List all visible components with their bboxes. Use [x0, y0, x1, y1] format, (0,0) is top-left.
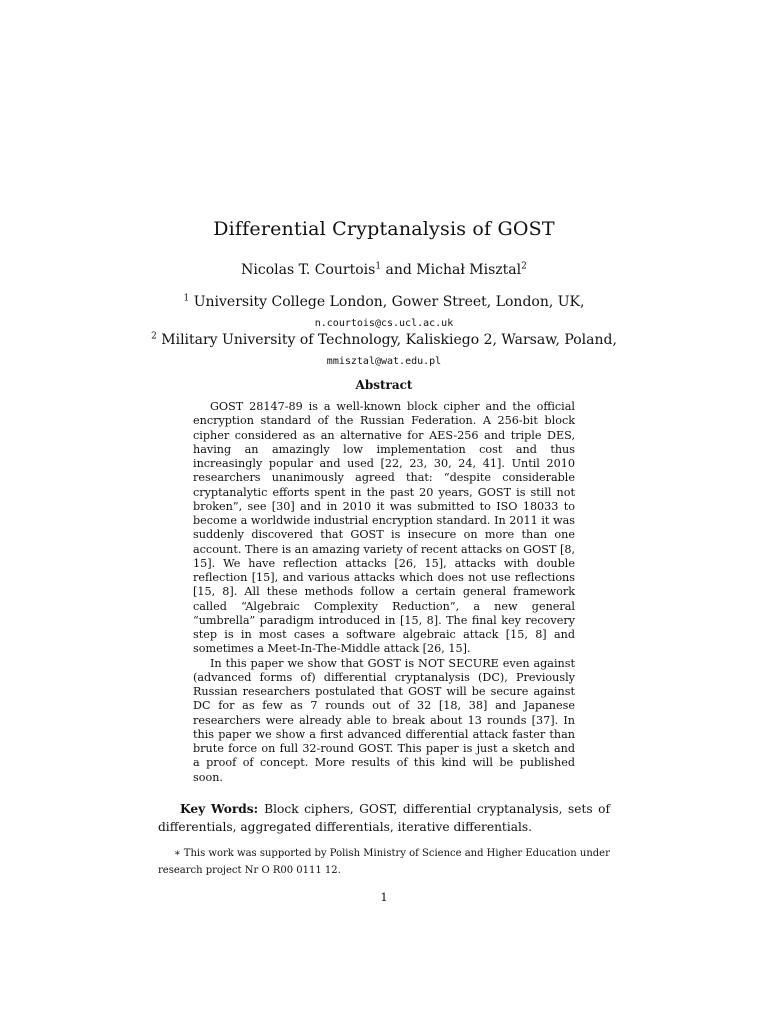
- author-name: Nicolas T. Courtois: [241, 262, 376, 278]
- affiliation-line: [0, 294, 768, 310]
- abstract-body: [193, 400, 575, 785]
- abstract-paragraph: GOST 28147-89 is a well-known block cipher and the official encryption standard of the Russian Federation. A 256-bit block cipher considered as an alternative for AES-256 and triple DES, having an amazingly low implementation cost and thus increasingly popular and used [22, 23, 30, 24, 41]. Until 2010 researchers unanimously agreed that: “despite considerable cryptanalytic efforts spent in the past 20 years, GOST is still not broken”, see [30] and in 2010 it was submitted to ISO 18033 to become a worldwide industrial encryption standard. In 2011 it was suddenly discovered that GOST is insecure on more than one account. There is an amazing variety of recent attacks on GOST [8, 15]. We have reflection attacks [26, 15], attacks with double reflection [15], and various attacks which does not use reflections [15, 8]. All these methods follow a certain general framework called “Algebraic Complexity Reduction”, a new general “umbrella” paradigm introduced in [15, 8]. The final key recovery step is in most cases a software algebraic attack [15, 8] and sometimes a Meet-In-The-Middle attack [26, 15].: [193, 400, 575, 656]
- footnote-text: This work was supported by Polish Ministry of Science and Higher Education under research project Nr O R00 0111 12.: [158, 848, 610, 876]
- author-line: [0, 262, 768, 278]
- keywords-label: Key Words:: [180, 802, 259, 816]
- affiliation-text: Military University of Technology, Kaliskiego 2, Warsaw, Poland,: [161, 332, 617, 348]
- footnote: [158, 845, 610, 879]
- affiliation-marker: 2: [151, 331, 157, 342]
- author-conjunction: and: [381, 262, 417, 278]
- keywords: [158, 800, 610, 836]
- page-number: 1: [380, 890, 388, 904]
- affiliation-marker: 1: [375, 261, 382, 272]
- author-email: mmisztal@wat.edu.pl: [326, 356, 442, 367]
- affiliation-marker: 2: [521, 261, 527, 272]
- author-email: n.courtois@cs.ucl.ac.uk: [314, 318, 454, 329]
- affiliation-marker: 1: [183, 293, 190, 304]
- keywords-text: Block ciphers, GOST, differential cryptanalysis, sets of differentials, aggregated differentials, iterative differentials.: [158, 802, 611, 834]
- abstract-heading: Abstract: [355, 378, 413, 392]
- author-name: Michał Misztal: [416, 262, 522, 278]
- paper-title: Differential Cryptanalysis of GOST: [213, 218, 555, 240]
- affiliation-line: [0, 332, 768, 348]
- abstract-paragraph: In this paper we show that GOST is NOT SECURE even against (advanced forms of) differential cryptanalysis (DC), Previously Russian researchers postulated that GOST will be secure against DC for as few as 7 rounds out of 32 [18, 38] and Japanese researchers were already able to break about 13 rounds [37]. In this paper we show a first advanced differential attack faster than brute force on full 32-round GOST. This paper is just a sketch and a proof of concept. More results of this kind will be published soon.: [193, 656, 575, 784]
- footnote-marker: ∗: [174, 848, 181, 859]
- affiliation-text: University College London, Gower Street, London, UK,: [193, 294, 585, 310]
